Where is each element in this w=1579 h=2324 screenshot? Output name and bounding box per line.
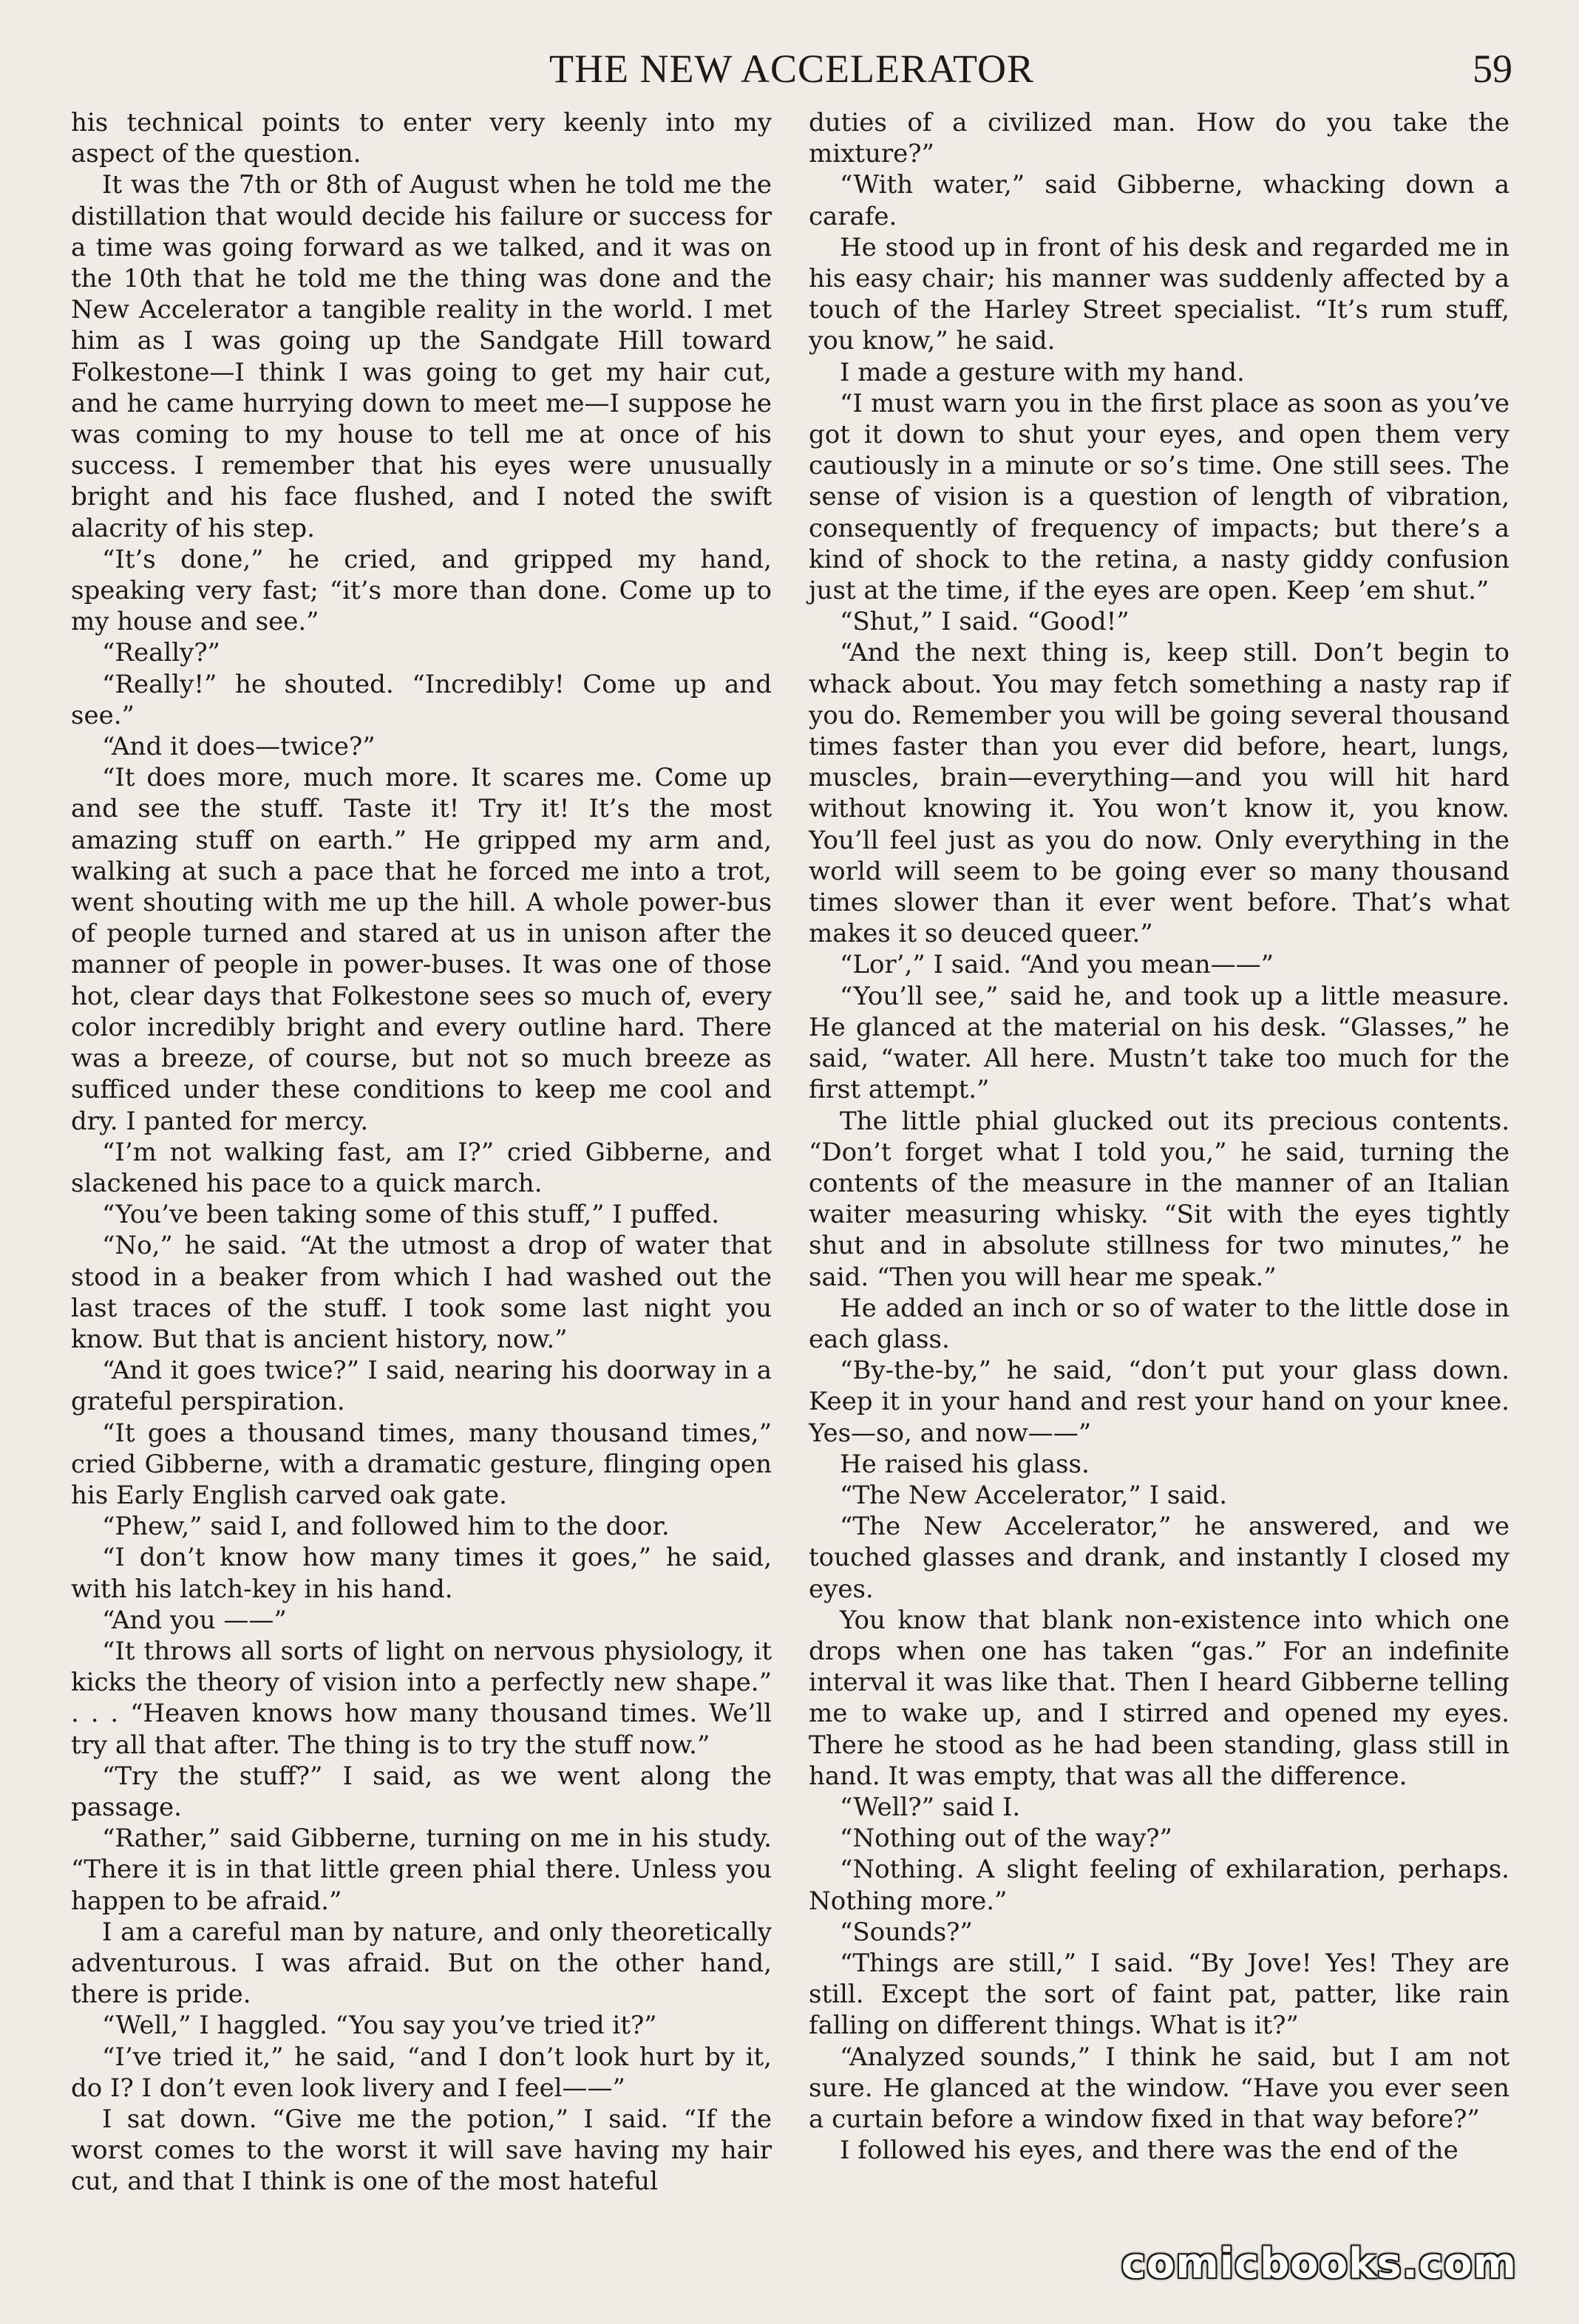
paragraph: “It throws all sorts of light on nervous physiology, it kicks the theory of vision into a perfectly new shape.” . . . “Heaven knows how many thousand times. We’ll try all that after. The thing is to try the stuff now.”: [71, 1636, 772, 1760]
paragraph: “I must warn you in the first place as soon as you’ve got it down to shut your eyes, and open them very cautiously in a minute or so’s time. One still sees. The sense of vision is a question of length of vibration, consequently of frequency of impacts; but there’s a kind of shock to the retina, a nasty giddy confusion just at the time, if the eyes are open. Keep ’em shut.”: [809, 388, 1510, 606]
paragraph: “It’s done,” he cried, and gripped my hand, speaking very fast; “it’s more than done. Come up to my house and see.”: [71, 544, 772, 637]
paragraph: “By-the-by,” he said, “don’t put your glass down. Keep it in your hand and rest your hand on your knee. Yes—so, and now——”: [809, 1356, 1510, 1448]
paragraph: “The New Accelerator,” I said.: [840, 1480, 1227, 1510]
paragraph: his technical points to enter very keenly into my aspect of the question.: [71, 108, 772, 169]
paragraph: “And the next thing is, keep still. Don’t begin to whack about. You may fetch something a nasty rap if you do. Remember you will be going several thousand times faster than you ever did before, heart, lungs, muscles, brain—everything—and you will hit hard without knowing it. You won’t know it, you know. You’ll feel just as you do now. Only everything in the world will seem to be going ever so many thousand times slower than it ever went before. That’s what makes it so deuced queer.”: [809, 638, 1510, 949]
paragraph: “With water,” said Gibberne, whacking down a carafe.: [809, 170, 1510, 231]
paragraph: “It goes a thousand times, many thousand times,” cried Gibberne, with a dramatic gesture, flinging open his Early English carved oak gate.: [71, 1418, 772, 1510]
paragraph: “I’ve tried it,” he said, “and I don’t look hurt by it, do I? I don’t even look livery and I feel——”: [71, 2042, 772, 2103]
paragraph: “Things are still,” I said. “By Jove! Yes! They are still. Except the sort of faint pat, patter, like rain falling on different things. What is it?”: [809, 1948, 1510, 2041]
paragraph: You know that blank non-existence into which one drops when one has taken “gas.” For an indefinite interval it was like that. Then I heard Gibberne telling me to wake up, and I stirred and opened my eyes. There he stood as he had been standing, glass still in hand. It was empty, that was all the difference.: [809, 1605, 1510, 1791]
paragraph: “It does more, much more. It scares me. Come up and see the stuff. Taste it! Try it! It’s the most amazing stuff on earth.” He gripped my arm and, walking at such a pace that he forced me into a trot, went shouting with me up the hill. A whole power-bus of people turned and stared at us in unison after the manner of people in power-buses. It was one of those hot, clear days that Folkestone sees so much of, every color incredibly bright and every outline hard. There was a breeze, of course, but not so much breeze as sufficed under these conditions to keep me cool and dry. I panted for mercy.: [71, 763, 772, 1136]
paragraph: He added an inch or so of water to the little dose in each glass.: [809, 1293, 1510, 1354]
paragraph: I sat down. “Give me the potion,” I said. “If the worst comes to the worst it will save having my hair cut, and that I think is one of the most hateful: [71, 2104, 772, 2197]
paragraph: I followed his eyes, and there was the end of the: [840, 2136, 1459, 2166]
page-number: 59: [1473, 47, 1512, 91]
paragraph: “Really?”: [102, 638, 220, 668]
paragraph: “Nothing out of the way?”: [840, 1824, 1172, 1854]
paragraph: I made a gesture with my hand.: [840, 357, 1245, 387]
paragraph: “No,” he said. “At the utmost a drop of water that stood in a beaker from which I had washed out the last traces of the stuff. I took some last night you know. But that is ancient history, now.”: [71, 1231, 772, 1354]
paragraph: “Nothing. A slight feeling of exhilaration, perhaps. Nothing more.”: [809, 1855, 1510, 1916]
paragraph: “Well?” said I.: [840, 1792, 1021, 1822]
text-column-left: [71, 107, 772, 2198]
paragraph: He raised his glass.: [840, 1449, 1090, 1479]
paragraph: duties of a civilized man. How do you take the mixture?”: [809, 108, 1510, 169]
paragraph: “The New Accelerator,” he answered, and we touched glasses and drank, and instantly I closed my eyes.: [809, 1512, 1510, 1604]
running-head: [71, 43, 1512, 95]
paragraph: “And it goes twice?” I said, nearing his doorway in a grateful perspiration.: [71, 1356, 772, 1417]
paragraph: It was the 7th or 8th of August when he told me the distillation that would decide his failure or success for a time was going forward as we talked, and it was on the 10th that he told me the thing was done and the New Accelerator a tangible reality in the world. I met him as I was going up the Sandgate Hill toward Folkestone—I think I was going to get my hair cut, and he came hurrying down to meet me—I suppose he was coming to my house to tell me at once of his success. I remember that his eyes were unusually bright and his face flushed, and I noted the swift alacrity of his step.: [71, 170, 772, 543]
text-column-right: [809, 107, 1510, 2166]
paragraph: I am a careful man by nature, and only theoretically adventurous. I was afraid. But on the other hand, there is pride.: [71, 1917, 772, 2010]
paragraph: “Try the stuff?” I said, as we went along the passage.: [71, 1761, 772, 1822]
paragraph: “Analyzed sounds,” I think he said, but I am not sure. He glanced at the window. “Have you ever seen a curtain before a window fixed in that way before?”: [809, 2042, 1510, 2134]
paragraph: “Well,” I haggled. “You say you’ve tried it?”: [102, 2011, 657, 2041]
paragraph: “I don’t know how many times it goes,” he said, with his latch-key in his hand.: [71, 1543, 772, 1604]
paragraph: “Rather,” said Gibberne, turning on me in his study. “There it is in that little green phial there. Unless you happen to be afraid.”: [71, 1824, 772, 1916]
paragraph: “Sounds?”: [840, 1917, 973, 1947]
paragraph: “Shut,” I said. “Good!”: [840, 607, 1130, 637]
paragraph: “And it does—twice?”: [102, 732, 376, 762]
paragraph: “Really!” he shouted. “Incredibly! Come up and see.”: [71, 669, 772, 730]
paragraph: The little phial glucked out its precious contents. “Don’t forget what I told you,” he said, turning the contents of the measure in the manner of an Italian waiter measuring whisky. “Sit with the eyes tightly shut and in absolute stillness for two minutes,” he said. “Then you will hear me speak.”: [809, 1106, 1510, 1292]
paragraph: He stood up in front of his desk and regarded me in his easy chair; his manner was suddenly affected by a touch of the Harley Street specialist. “It’s rum stuff, you know,” he said.: [809, 232, 1510, 356]
paragraph: “Lor’,” I said. “And you mean——”: [840, 950, 1274, 980]
paragraph: “Phew,” said I, and followed him to the door.: [102, 1512, 670, 1542]
paragraph: “You’ll see,” said he, and took up a little measure. He glanced at the material on his desk. “Glasses,” he said, “water. All here. Mustn’t take too much for the first attempt.”: [809, 981, 1510, 1105]
running-title: THE NEW ACCELERATOR: [549, 47, 1034, 91]
paragraph: “And you ——”: [102, 1605, 287, 1635]
paragraph: “You’ve been taking some of this stuff,” I puffed.: [102, 1200, 720, 1230]
site-watermark: comicbooks.com: [1121, 2240, 1517, 2288]
paragraph: “I’m not walking fast, am I?” cried Gibberne, and slackened his pace to a quick march.: [71, 1137, 772, 1198]
